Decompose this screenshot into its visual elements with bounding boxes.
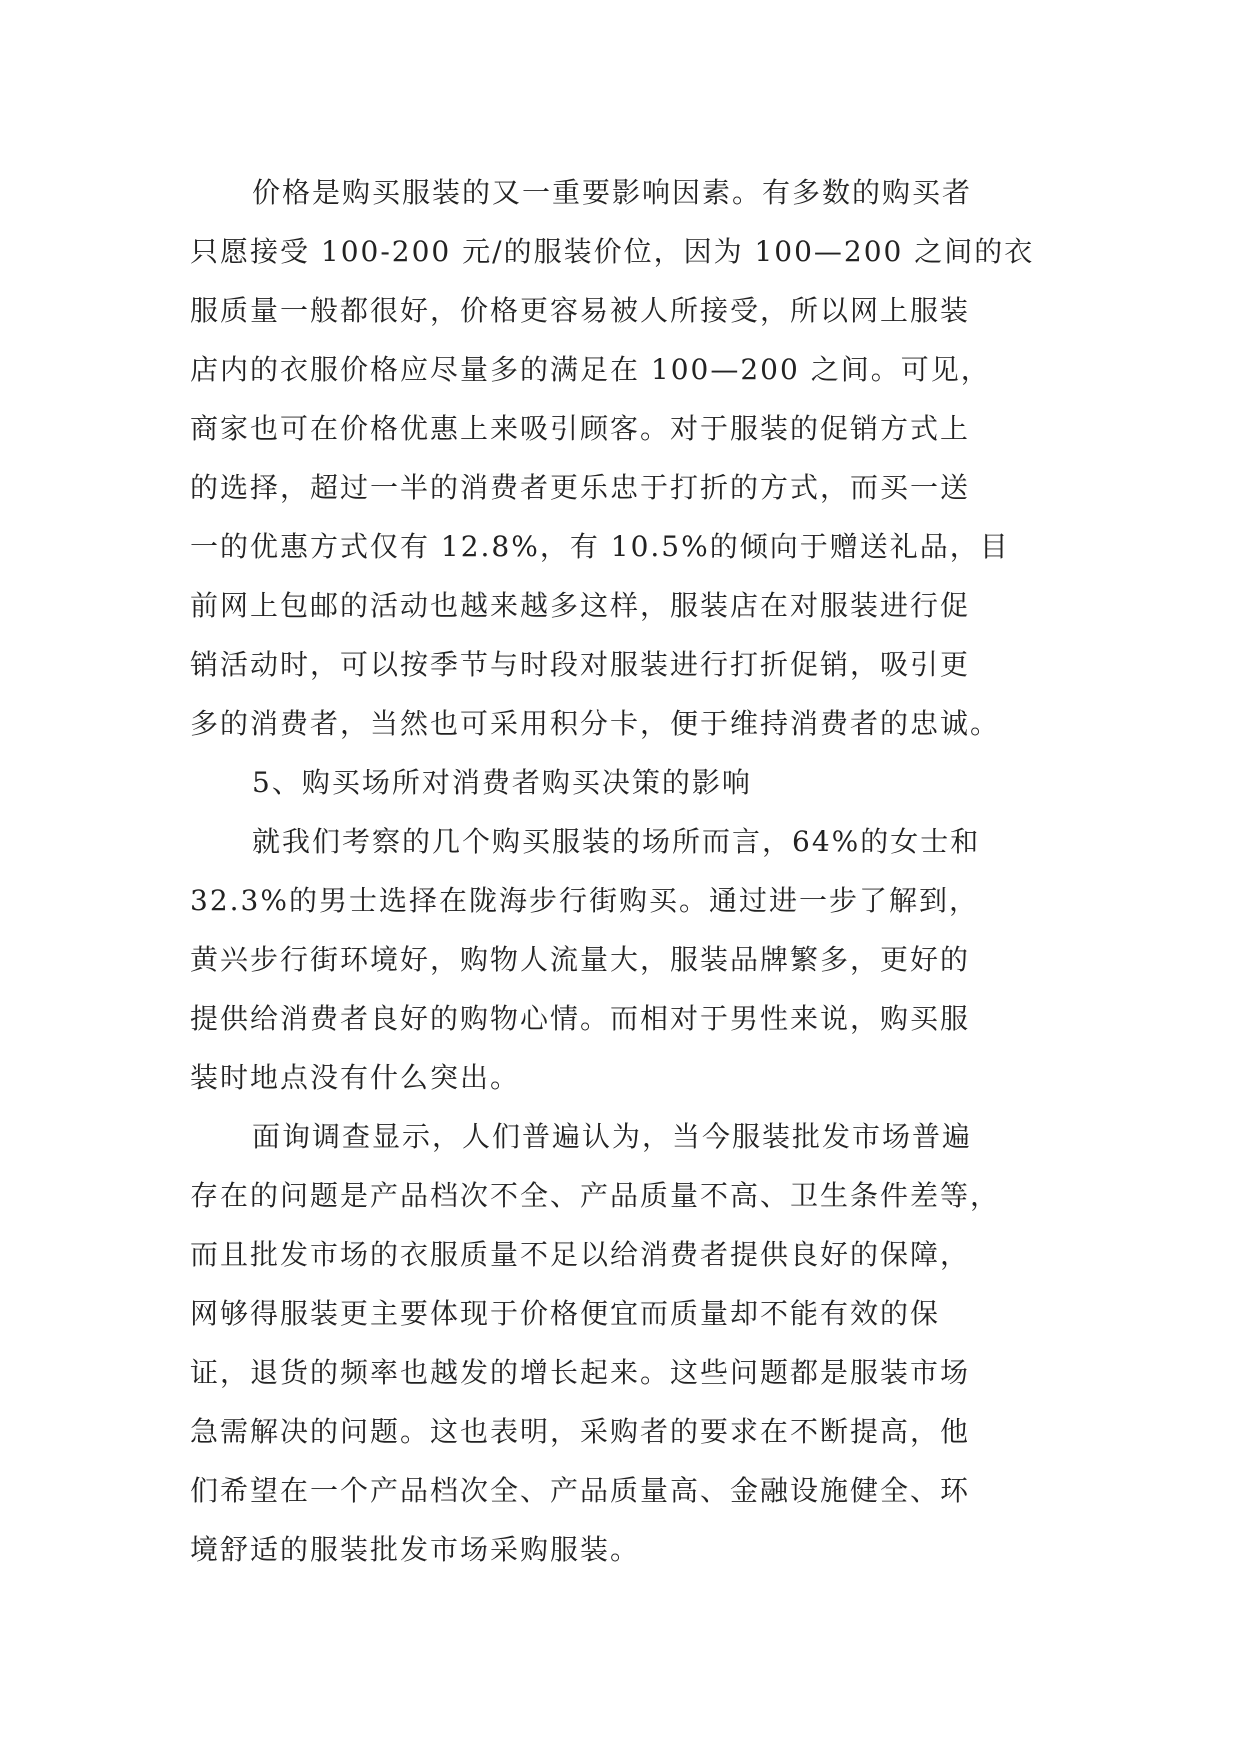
- paragraph-price: [190, 163, 1050, 753]
- text-line: 就我们考察的几个购买服装的场所而言，64%的女士和: [252, 825, 981, 858]
- text-line: 多的消费者，当然也可采用积分卡，便于维持消费者的忠诚。: [190, 707, 1001, 740]
- document-body: [190, 163, 1050, 1579]
- text-line: 价格是购买服装的又一重要影响因素。有多数的购买者: [252, 176, 973, 209]
- text-line: 存在的问题是产品档次不全、产品质量不高、卫生条件差等，: [190, 1179, 1001, 1212]
- text-line: 境舒适的服装批发市场采购服装。: [190, 1533, 641, 1566]
- text-line: 们希望在一个产品档次全、产品质量高、金融设施健全、环: [190, 1474, 971, 1507]
- text-line: 证，退货的频率也越发的增长起来。这些问题都是服装市场: [190, 1356, 971, 1389]
- section-heading: [190, 753, 1050, 812]
- text-line: 而且批发市场的衣服质量不足以给消费者提供良好的保障，: [190, 1238, 971, 1271]
- text-line: 急需解决的问题。这也表明，采购者的要求在不断提高，他: [190, 1415, 971, 1448]
- text-line: 一的优惠方式仅有 12.8%，有 10.5%的倾向于赠送礼品，目: [190, 530, 1010, 563]
- paragraph-location: [190, 812, 1050, 1107]
- text-line: 店内的衣服价格应尽量多的满足在 100—200 之间。可见，: [190, 353, 991, 386]
- text-line: 黄兴步行街环境好，购物人流量大，服装品牌繁多，更好的: [190, 943, 971, 976]
- text-line: 前网上包邮的活动也越来越多这样，服装店在对服装进行促: [190, 589, 971, 622]
- text-line: 32.3%的男士选择在陇海步行街购买。通过进一步了解到，: [190, 884, 979, 917]
- text-line: 商家也可在价格优惠上来吸引顾客。对于服装的促销方式上: [190, 412, 971, 445]
- heading-line: 5、购买场所对消费者购买决策的影响: [252, 766, 752, 799]
- text-line: 的选择，超过一半的消费者更乐忠于打折的方式，而买一送: [190, 471, 971, 504]
- text-line: 提供给消费者良好的购物心情。而相对于男性来说，购买服: [190, 1002, 971, 1035]
- text-line: 装时地点没有什么突出。: [190, 1061, 521, 1094]
- text-line: 只愿接受 100-200 元/的服装价位，因为 100—200 之间的衣: [190, 235, 1035, 268]
- paragraph-survey: [190, 1107, 1050, 1579]
- text-line: 销活动时，可以按季节与时段对服装进行打折促销，吸引更: [190, 648, 971, 681]
- text-line: 网够得服装更主要体现于价格便宜而质量却不能有效的保: [190, 1297, 941, 1330]
- text-line: 面询调查显示，人们普遍认为，当今服装批发市场普遍: [252, 1120, 973, 1153]
- text-line: 服质量一般都很好，价格更容易被人所接受，所以网上服装: [190, 294, 971, 327]
